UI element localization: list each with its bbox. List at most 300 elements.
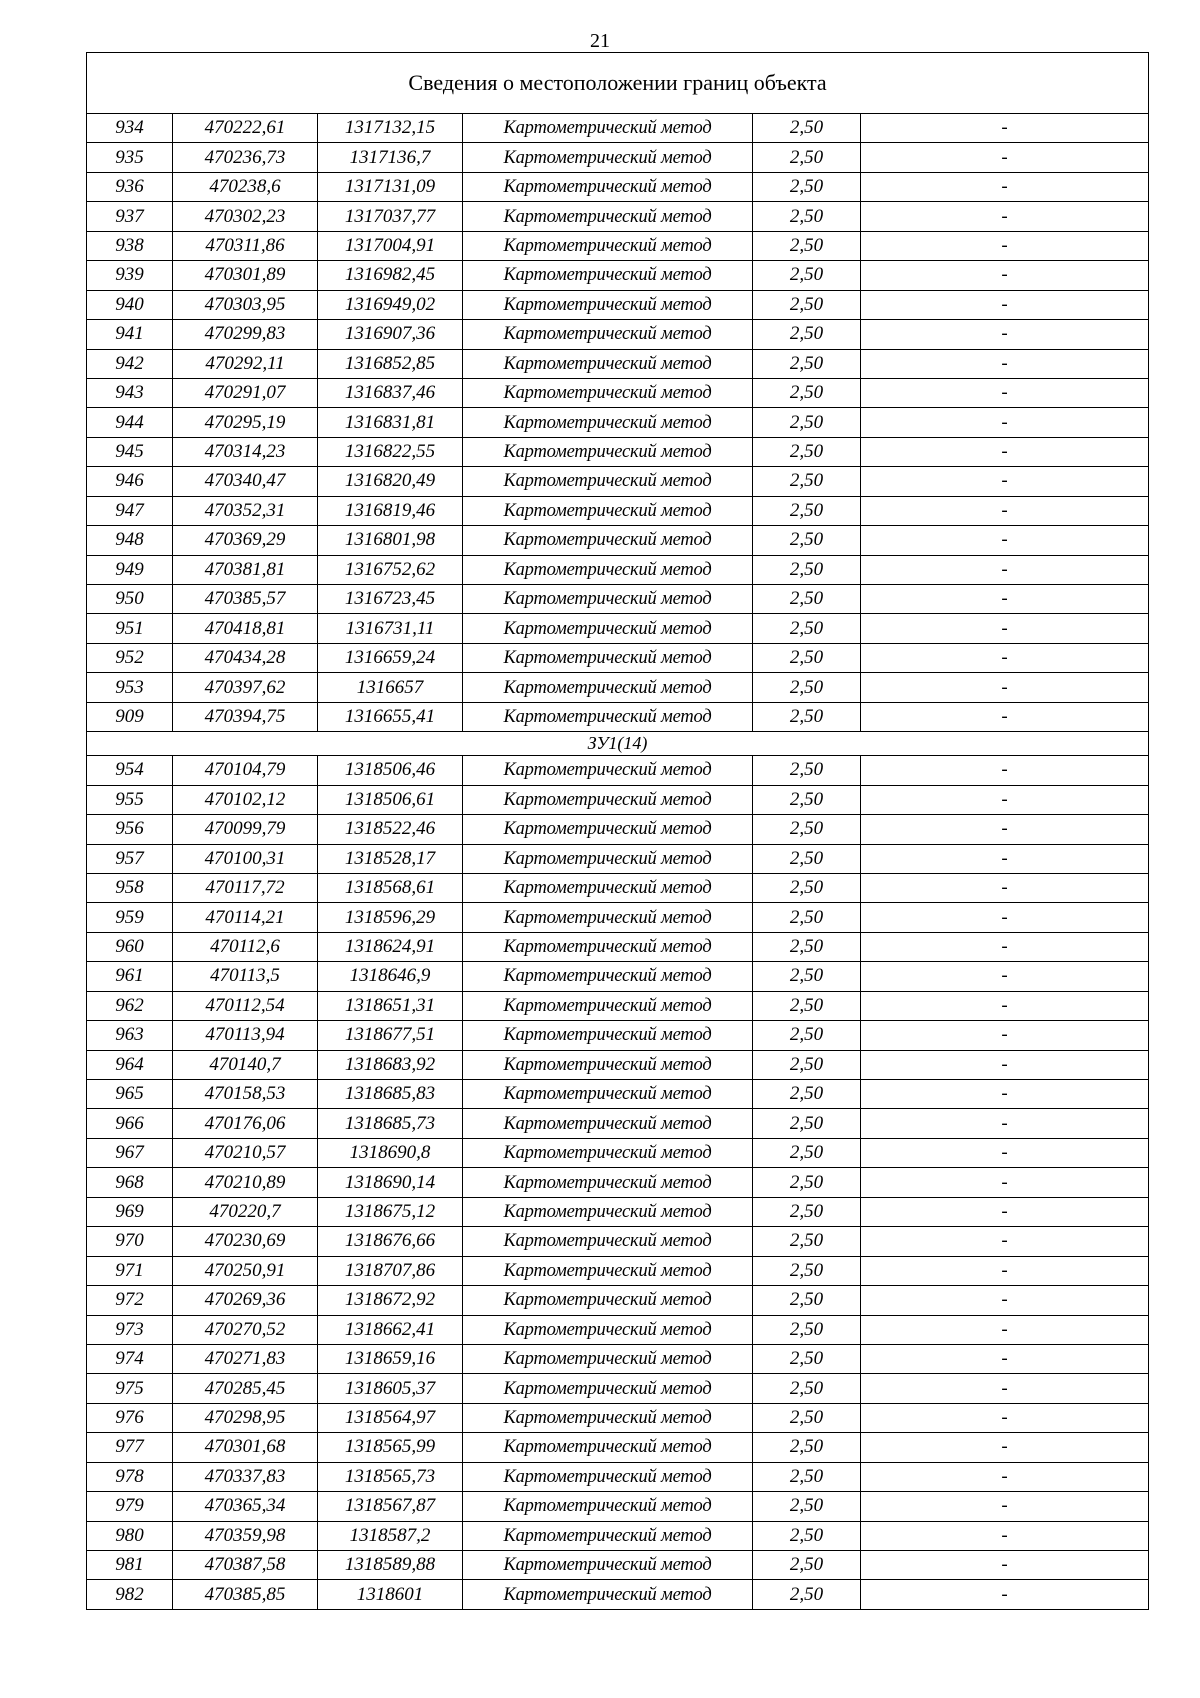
cell-accuracy: 2,50 <box>753 1080 861 1109</box>
table-row <box>87 1580 1149 1609</box>
table-row <box>87 143 1149 172</box>
table-row <box>87 873 1149 902</box>
cell-point-number: 980 <box>87 1521 173 1550</box>
table-row <box>87 1315 1149 1344</box>
table-row <box>87 1109 1149 1138</box>
cell-point-number: 967 <box>87 1138 173 1167</box>
cell-method: Картометрический метод <box>463 614 753 643</box>
cell-y-coordinate: 1318528,17 <box>318 844 463 873</box>
cell-y-coordinate: 1318677,51 <box>318 1021 463 1050</box>
cell-point-number: 909 <box>87 702 173 731</box>
cell-method: Картометрический метод <box>463 785 753 814</box>
table-row <box>87 437 1149 466</box>
cell-y-coordinate: 1318568,61 <box>318 873 463 902</box>
cell-method: Картометрический метод <box>463 756 753 785</box>
cell-x-coordinate: 470117,72 <box>173 873 318 902</box>
cell-description: - <box>861 585 1149 614</box>
cell-point-number: 966 <box>87 1109 173 1138</box>
cell-accuracy: 2,50 <box>753 1580 861 1609</box>
cell-y-coordinate: 1318624,91 <box>318 932 463 961</box>
cell-method: Картометрический метод <box>463 496 753 525</box>
table-row <box>87 962 1149 991</box>
cell-y-coordinate: 1318587,2 <box>318 1521 463 1550</box>
section-label: ЗУ1(14) <box>87 732 1149 756</box>
cell-point-number: 972 <box>87 1286 173 1315</box>
cell-accuracy: 2,50 <box>753 114 861 143</box>
table-row <box>87 231 1149 260</box>
cell-x-coordinate: 470365,34 <box>173 1492 318 1521</box>
cell-accuracy: 2,50 <box>753 1462 861 1491</box>
cell-method: Картометрический метод <box>463 1580 753 1609</box>
cell-point-number: 962 <box>87 991 173 1020</box>
cell-accuracy: 2,50 <box>753 702 861 731</box>
cell-x-coordinate: 470385,57 <box>173 585 318 614</box>
cell-point-number: 934 <box>87 114 173 143</box>
cell-description: - <box>861 1433 1149 1462</box>
cell-method: Картометрический метод <box>463 1344 753 1373</box>
cell-x-coordinate: 470314,23 <box>173 437 318 466</box>
cell-point-number: 953 <box>87 673 173 702</box>
cell-point-number: 982 <box>87 1580 173 1609</box>
cell-x-coordinate: 470222,61 <box>173 114 318 143</box>
cell-x-coordinate: 470301,89 <box>173 261 318 290</box>
cell-method: Картометрический метод <box>463 1021 753 1050</box>
cell-y-coordinate: 1318589,88 <box>318 1551 463 1580</box>
cell-accuracy: 2,50 <box>753 1197 861 1226</box>
cell-y-coordinate: 1316822,55 <box>318 437 463 466</box>
cell-accuracy: 2,50 <box>753 349 861 378</box>
cell-method: Картометрический метод <box>463 1403 753 1432</box>
cell-x-coordinate: 470397,62 <box>173 673 318 702</box>
cell-description: - <box>861 1492 1149 1521</box>
cell-x-coordinate: 470113,94 <box>173 1021 318 1050</box>
cell-accuracy: 2,50 <box>753 962 861 991</box>
cell-method: Картометрический метод <box>463 1227 753 1256</box>
cell-x-coordinate: 470301,68 <box>173 1433 318 1462</box>
cell-x-coordinate: 470140,7 <box>173 1050 318 1079</box>
cell-x-coordinate: 470100,31 <box>173 844 318 873</box>
table-row <box>87 756 1149 785</box>
cell-method: Картометрический метод <box>463 320 753 349</box>
cell-y-coordinate: 1318565,99 <box>318 1433 463 1462</box>
cell-description: - <box>861 1138 1149 1167</box>
cell-description: - <box>861 991 1149 1020</box>
boundary-coordinates-table <box>86 52 1149 1610</box>
cell-point-number: 950 <box>87 585 173 614</box>
table-row <box>87 555 1149 584</box>
table-row <box>87 903 1149 932</box>
cell-x-coordinate: 470298,95 <box>173 1403 318 1432</box>
cell-point-number: 938 <box>87 231 173 260</box>
cell-method: Картометрический метод <box>463 555 753 584</box>
cell-accuracy: 2,50 <box>753 202 861 231</box>
cell-y-coordinate: 1316723,45 <box>318 585 463 614</box>
table-row <box>87 1462 1149 1491</box>
cell-accuracy: 2,50 <box>753 467 861 496</box>
cell-point-number: 955 <box>87 785 173 814</box>
cell-y-coordinate: 1316982,45 <box>318 261 463 290</box>
cell-description: - <box>861 614 1149 643</box>
cell-description: - <box>861 673 1149 702</box>
cell-accuracy: 2,50 <box>753 320 861 349</box>
cell-method: Картометрический метод <box>463 1551 753 1580</box>
cell-method: Картометрический метод <box>463 673 753 702</box>
cell-point-number: 948 <box>87 526 173 555</box>
cell-x-coordinate: 470104,79 <box>173 756 318 785</box>
cell-description: - <box>861 1580 1149 1609</box>
cell-x-coordinate: 470112,54 <box>173 991 318 1020</box>
table-row <box>87 1021 1149 1050</box>
cell-description: - <box>861 1050 1149 1079</box>
table-row <box>87 1080 1149 1109</box>
cell-accuracy: 2,50 <box>753 1286 861 1315</box>
cell-accuracy: 2,50 <box>753 1256 861 1285</box>
table-row <box>87 408 1149 437</box>
cell-point-number: 935 <box>87 143 173 172</box>
cell-x-coordinate: 470230,69 <box>173 1227 318 1256</box>
cell-x-coordinate: 470340,47 <box>173 467 318 496</box>
cell-y-coordinate: 1318506,61 <box>318 785 463 814</box>
cell-description: - <box>861 496 1149 525</box>
cell-point-number: 951 <box>87 614 173 643</box>
cell-description: - <box>861 1080 1149 1109</box>
cell-method: Картометрический метод <box>463 378 753 407</box>
cell-x-coordinate: 470381,81 <box>173 555 318 584</box>
table-row <box>87 496 1149 525</box>
cell-method: Картометрический метод <box>463 962 753 991</box>
cell-method: Картометрический метод <box>463 844 753 873</box>
cell-x-coordinate: 470352,31 <box>173 496 318 525</box>
cell-y-coordinate: 1318596,29 <box>318 903 463 932</box>
cell-method: Картометрический метод <box>463 1109 753 1138</box>
table-row <box>87 991 1149 1020</box>
cell-point-number: 937 <box>87 202 173 231</box>
cell-point-number: 949 <box>87 555 173 584</box>
cell-method: Картометрический метод <box>463 143 753 172</box>
cell-description: - <box>861 702 1149 731</box>
cell-method: Картометрический метод <box>463 585 753 614</box>
table-row <box>87 1197 1149 1226</box>
cell-description: - <box>861 172 1149 201</box>
cell-method: Картометрический метод <box>463 1080 753 1109</box>
cell-accuracy: 2,50 <box>753 261 861 290</box>
cell-accuracy: 2,50 <box>753 1521 861 1550</box>
cell-description: - <box>861 643 1149 672</box>
cell-accuracy: 2,50 <box>753 1374 861 1403</box>
cell-point-number: 957 <box>87 844 173 873</box>
cell-method: Картометрический метод <box>463 1315 753 1344</box>
table-row <box>87 1521 1149 1550</box>
cell-y-coordinate: 1316831,81 <box>318 408 463 437</box>
cell-accuracy: 2,50 <box>753 496 861 525</box>
table-title-row <box>87 53 1149 114</box>
cell-point-number: 947 <box>87 496 173 525</box>
cell-y-coordinate: 1318567,87 <box>318 1492 463 1521</box>
cell-point-number: 977 <box>87 1433 173 1462</box>
cell-accuracy: 2,50 <box>753 673 861 702</box>
cell-description: - <box>861 349 1149 378</box>
cell-method: Картометрический метод <box>463 1521 753 1550</box>
cell-x-coordinate: 470311,86 <box>173 231 318 260</box>
cell-method: Картометрический метод <box>463 815 753 844</box>
cell-x-coordinate: 470418,81 <box>173 614 318 643</box>
cell-description: - <box>861 1462 1149 1491</box>
cell-description: - <box>861 873 1149 902</box>
cell-accuracy: 2,50 <box>753 1168 861 1197</box>
cell-y-coordinate: 1318506,46 <box>318 756 463 785</box>
table-row <box>87 1492 1149 1521</box>
cell-y-coordinate: 1318659,16 <box>318 1344 463 1373</box>
cell-description: - <box>861 1286 1149 1315</box>
cell-accuracy: 2,50 <box>753 756 861 785</box>
cell-y-coordinate: 1318672,92 <box>318 1286 463 1315</box>
cell-point-number: 944 <box>87 408 173 437</box>
cell-accuracy: 2,50 <box>753 1403 861 1432</box>
cell-description: - <box>861 1551 1149 1580</box>
cell-description: - <box>861 962 1149 991</box>
cell-description: - <box>861 320 1149 349</box>
cell-accuracy: 2,50 <box>753 1050 861 1079</box>
cell-x-coordinate: 470250,91 <box>173 1256 318 1285</box>
cell-y-coordinate: 1318662,41 <box>318 1315 463 1344</box>
cell-x-coordinate: 470114,21 <box>173 903 318 932</box>
cell-x-coordinate: 470434,28 <box>173 643 318 672</box>
table-row <box>87 1256 1149 1285</box>
cell-method: Картометрический метод <box>463 1374 753 1403</box>
cell-description: - <box>861 1021 1149 1050</box>
cell-method: Картометрический метод <box>463 408 753 437</box>
cell-accuracy: 2,50 <box>753 172 861 201</box>
table-row <box>87 1138 1149 1167</box>
cell-accuracy: 2,50 <box>753 1227 861 1256</box>
cell-point-number: 936 <box>87 172 173 201</box>
cell-description: - <box>861 1374 1149 1403</box>
cell-accuracy: 2,50 <box>753 231 861 260</box>
cell-y-coordinate: 1318707,86 <box>318 1256 463 1285</box>
cell-point-number: 956 <box>87 815 173 844</box>
cell-x-coordinate: 470292,11 <box>173 349 318 378</box>
cell-accuracy: 2,50 <box>753 1138 861 1167</box>
table-row <box>87 1050 1149 1079</box>
table-row <box>87 1227 1149 1256</box>
table-row <box>87 1551 1149 1580</box>
cell-y-coordinate: 1318685,73 <box>318 1109 463 1138</box>
cell-description: - <box>861 408 1149 437</box>
table-row <box>87 526 1149 555</box>
cell-x-coordinate: 470099,79 <box>173 815 318 844</box>
cell-y-coordinate: 1317136,7 <box>318 143 463 172</box>
cell-x-coordinate: 470291,07 <box>173 378 318 407</box>
cell-accuracy: 2,50 <box>753 785 861 814</box>
table-row <box>87 1168 1149 1197</box>
cell-x-coordinate: 470210,57 <box>173 1138 318 1167</box>
cell-x-coordinate: 470270,52 <box>173 1315 318 1344</box>
cell-description: - <box>861 202 1149 231</box>
table-row <box>87 172 1149 201</box>
cell-point-number: 969 <box>87 1197 173 1226</box>
cell-y-coordinate: 1316820,49 <box>318 467 463 496</box>
cell-accuracy: 2,50 <box>753 1109 861 1138</box>
cell-x-coordinate: 470359,98 <box>173 1521 318 1550</box>
cell-y-coordinate: 1318646,9 <box>318 962 463 991</box>
cell-y-coordinate: 1318675,12 <box>318 1197 463 1226</box>
table-row <box>87 585 1149 614</box>
cell-method: Картометрический метод <box>463 1256 753 1285</box>
cell-accuracy: 2,50 <box>753 1344 861 1373</box>
cell-accuracy: 2,50 <box>753 555 861 584</box>
cell-description: - <box>861 1256 1149 1285</box>
cell-method: Картометрический метод <box>463 202 753 231</box>
cell-point-number: 965 <box>87 1080 173 1109</box>
cell-x-coordinate: 470236,73 <box>173 143 318 172</box>
cell-description: - <box>861 1109 1149 1138</box>
cell-x-coordinate: 470112,6 <box>173 932 318 961</box>
cell-point-number: 971 <box>87 1256 173 1285</box>
table-row <box>87 261 1149 290</box>
cell-x-coordinate: 470269,36 <box>173 1286 318 1315</box>
cell-point-number: 963 <box>87 1021 173 1050</box>
table-row <box>87 702 1149 731</box>
table-row <box>87 844 1149 873</box>
cell-accuracy: 2,50 <box>753 1021 861 1050</box>
cell-method: Картометрический метод <box>463 349 753 378</box>
cell-method: Картометрический метод <box>463 903 753 932</box>
cell-method: Картометрический метод <box>463 991 753 1020</box>
cell-description: - <box>861 932 1149 961</box>
cell-x-coordinate: 470302,23 <box>173 202 318 231</box>
table-row <box>87 1344 1149 1373</box>
cell-x-coordinate: 470271,83 <box>173 1344 318 1373</box>
cell-point-number: 974 <box>87 1344 173 1373</box>
cell-y-coordinate: 1316852,85 <box>318 349 463 378</box>
cell-method: Картометрический метод <box>463 1168 753 1197</box>
cell-y-coordinate: 1316752,62 <box>318 555 463 584</box>
cell-method: Картометрический метод <box>463 1286 753 1315</box>
cell-accuracy: 2,50 <box>753 614 861 643</box>
cell-method: Картометрический метод <box>463 437 753 466</box>
cell-y-coordinate: 1316731,11 <box>318 614 463 643</box>
cell-point-number: 975 <box>87 1374 173 1403</box>
table-row <box>87 378 1149 407</box>
cell-accuracy: 2,50 <box>753 1492 861 1521</box>
cell-y-coordinate: 1318564,97 <box>318 1403 463 1432</box>
table-row <box>87 290 1149 319</box>
cell-x-coordinate: 470176,06 <box>173 1109 318 1138</box>
page-number: 21 <box>590 30 610 52</box>
table-row <box>87 114 1149 143</box>
cell-point-number: 960 <box>87 932 173 961</box>
cell-accuracy: 2,50 <box>753 526 861 555</box>
cell-method: Картометрический метод <box>463 932 753 961</box>
cell-accuracy: 2,50 <box>753 873 861 902</box>
cell-point-number: 959 <box>87 903 173 932</box>
cell-point-number: 970 <box>87 1227 173 1256</box>
cell-description: - <box>861 1227 1149 1256</box>
cell-accuracy: 2,50 <box>753 643 861 672</box>
table-row <box>87 614 1149 643</box>
table-title: Сведения о местоположении границ объекта <box>87 53 1149 114</box>
cell-y-coordinate: 1318522,46 <box>318 815 463 844</box>
table-row <box>87 349 1149 378</box>
cell-point-number: 945 <box>87 437 173 466</box>
table-row <box>87 932 1149 961</box>
cell-accuracy: 2,50 <box>753 991 861 1020</box>
cell-description: - <box>861 114 1149 143</box>
cell-method: Картометрический метод <box>463 114 753 143</box>
cell-y-coordinate: 1318676,66 <box>318 1227 463 1256</box>
cell-point-number: 973 <box>87 1315 173 1344</box>
table-row <box>87 785 1149 814</box>
cell-description: - <box>861 1344 1149 1373</box>
cell-point-number: 942 <box>87 349 173 378</box>
table-row <box>87 1374 1149 1403</box>
cell-point-number: 954 <box>87 756 173 785</box>
cell-accuracy: 2,50 <box>753 1433 861 1462</box>
cell-y-coordinate: 1316657 <box>318 673 463 702</box>
cell-x-coordinate: 470238,6 <box>173 172 318 201</box>
cell-y-coordinate: 1318685,83 <box>318 1080 463 1109</box>
cell-x-coordinate: 470102,12 <box>173 785 318 814</box>
cell-description: - <box>861 1315 1149 1344</box>
cell-method: Картометрический метод <box>463 172 753 201</box>
cell-y-coordinate: 1318683,92 <box>318 1050 463 1079</box>
cell-x-coordinate: 470369,29 <box>173 526 318 555</box>
cell-x-coordinate: 470303,95 <box>173 290 318 319</box>
cell-method: Картометрический метод <box>463 1433 753 1462</box>
cell-accuracy: 2,50 <box>753 290 861 319</box>
cell-description: - <box>861 756 1149 785</box>
table-row <box>87 815 1149 844</box>
cell-y-coordinate: 1318690,8 <box>318 1138 463 1167</box>
cell-method: Картометрический метод <box>463 702 753 731</box>
cell-method: Картометрический метод <box>463 1138 753 1167</box>
cell-x-coordinate: 470295,19 <box>173 408 318 437</box>
cell-description: - <box>861 1403 1149 1432</box>
cell-accuracy: 2,50 <box>753 932 861 961</box>
cell-method: Картометрический метод <box>463 231 753 260</box>
cell-point-number: 958 <box>87 873 173 902</box>
cell-y-coordinate: 1316659,24 <box>318 643 463 672</box>
cell-description: - <box>861 785 1149 814</box>
cell-point-number: 978 <box>87 1462 173 1491</box>
cell-point-number: 943 <box>87 378 173 407</box>
cell-accuracy: 2,50 <box>753 1315 861 1344</box>
table-row <box>87 673 1149 702</box>
cell-description: - <box>861 526 1149 555</box>
table-row <box>87 1433 1149 1462</box>
cell-x-coordinate: 470385,85 <box>173 1580 318 1609</box>
cell-y-coordinate: 1316949,02 <box>318 290 463 319</box>
cell-method: Картометрический метод <box>463 1197 753 1226</box>
table-row <box>87 643 1149 672</box>
cell-x-coordinate: 470299,83 <box>173 320 318 349</box>
cell-point-number: 940 <box>87 290 173 319</box>
cell-accuracy: 2,50 <box>753 815 861 844</box>
cell-x-coordinate: 470210,89 <box>173 1168 318 1197</box>
cell-point-number: 964 <box>87 1050 173 1079</box>
cell-method: Картометрический метод <box>463 1492 753 1521</box>
cell-y-coordinate: 1318690,14 <box>318 1168 463 1197</box>
cell-description: - <box>861 1168 1149 1197</box>
cell-description: - <box>861 1197 1149 1226</box>
cell-description: - <box>861 143 1149 172</box>
cell-point-number: 981 <box>87 1551 173 1580</box>
cell-y-coordinate: 1317004,91 <box>318 231 463 260</box>
cell-method: Картометрический метод <box>463 1462 753 1491</box>
cell-description: - <box>861 437 1149 466</box>
cell-point-number: 961 <box>87 962 173 991</box>
cell-y-coordinate: 1318651,31 <box>318 991 463 1020</box>
